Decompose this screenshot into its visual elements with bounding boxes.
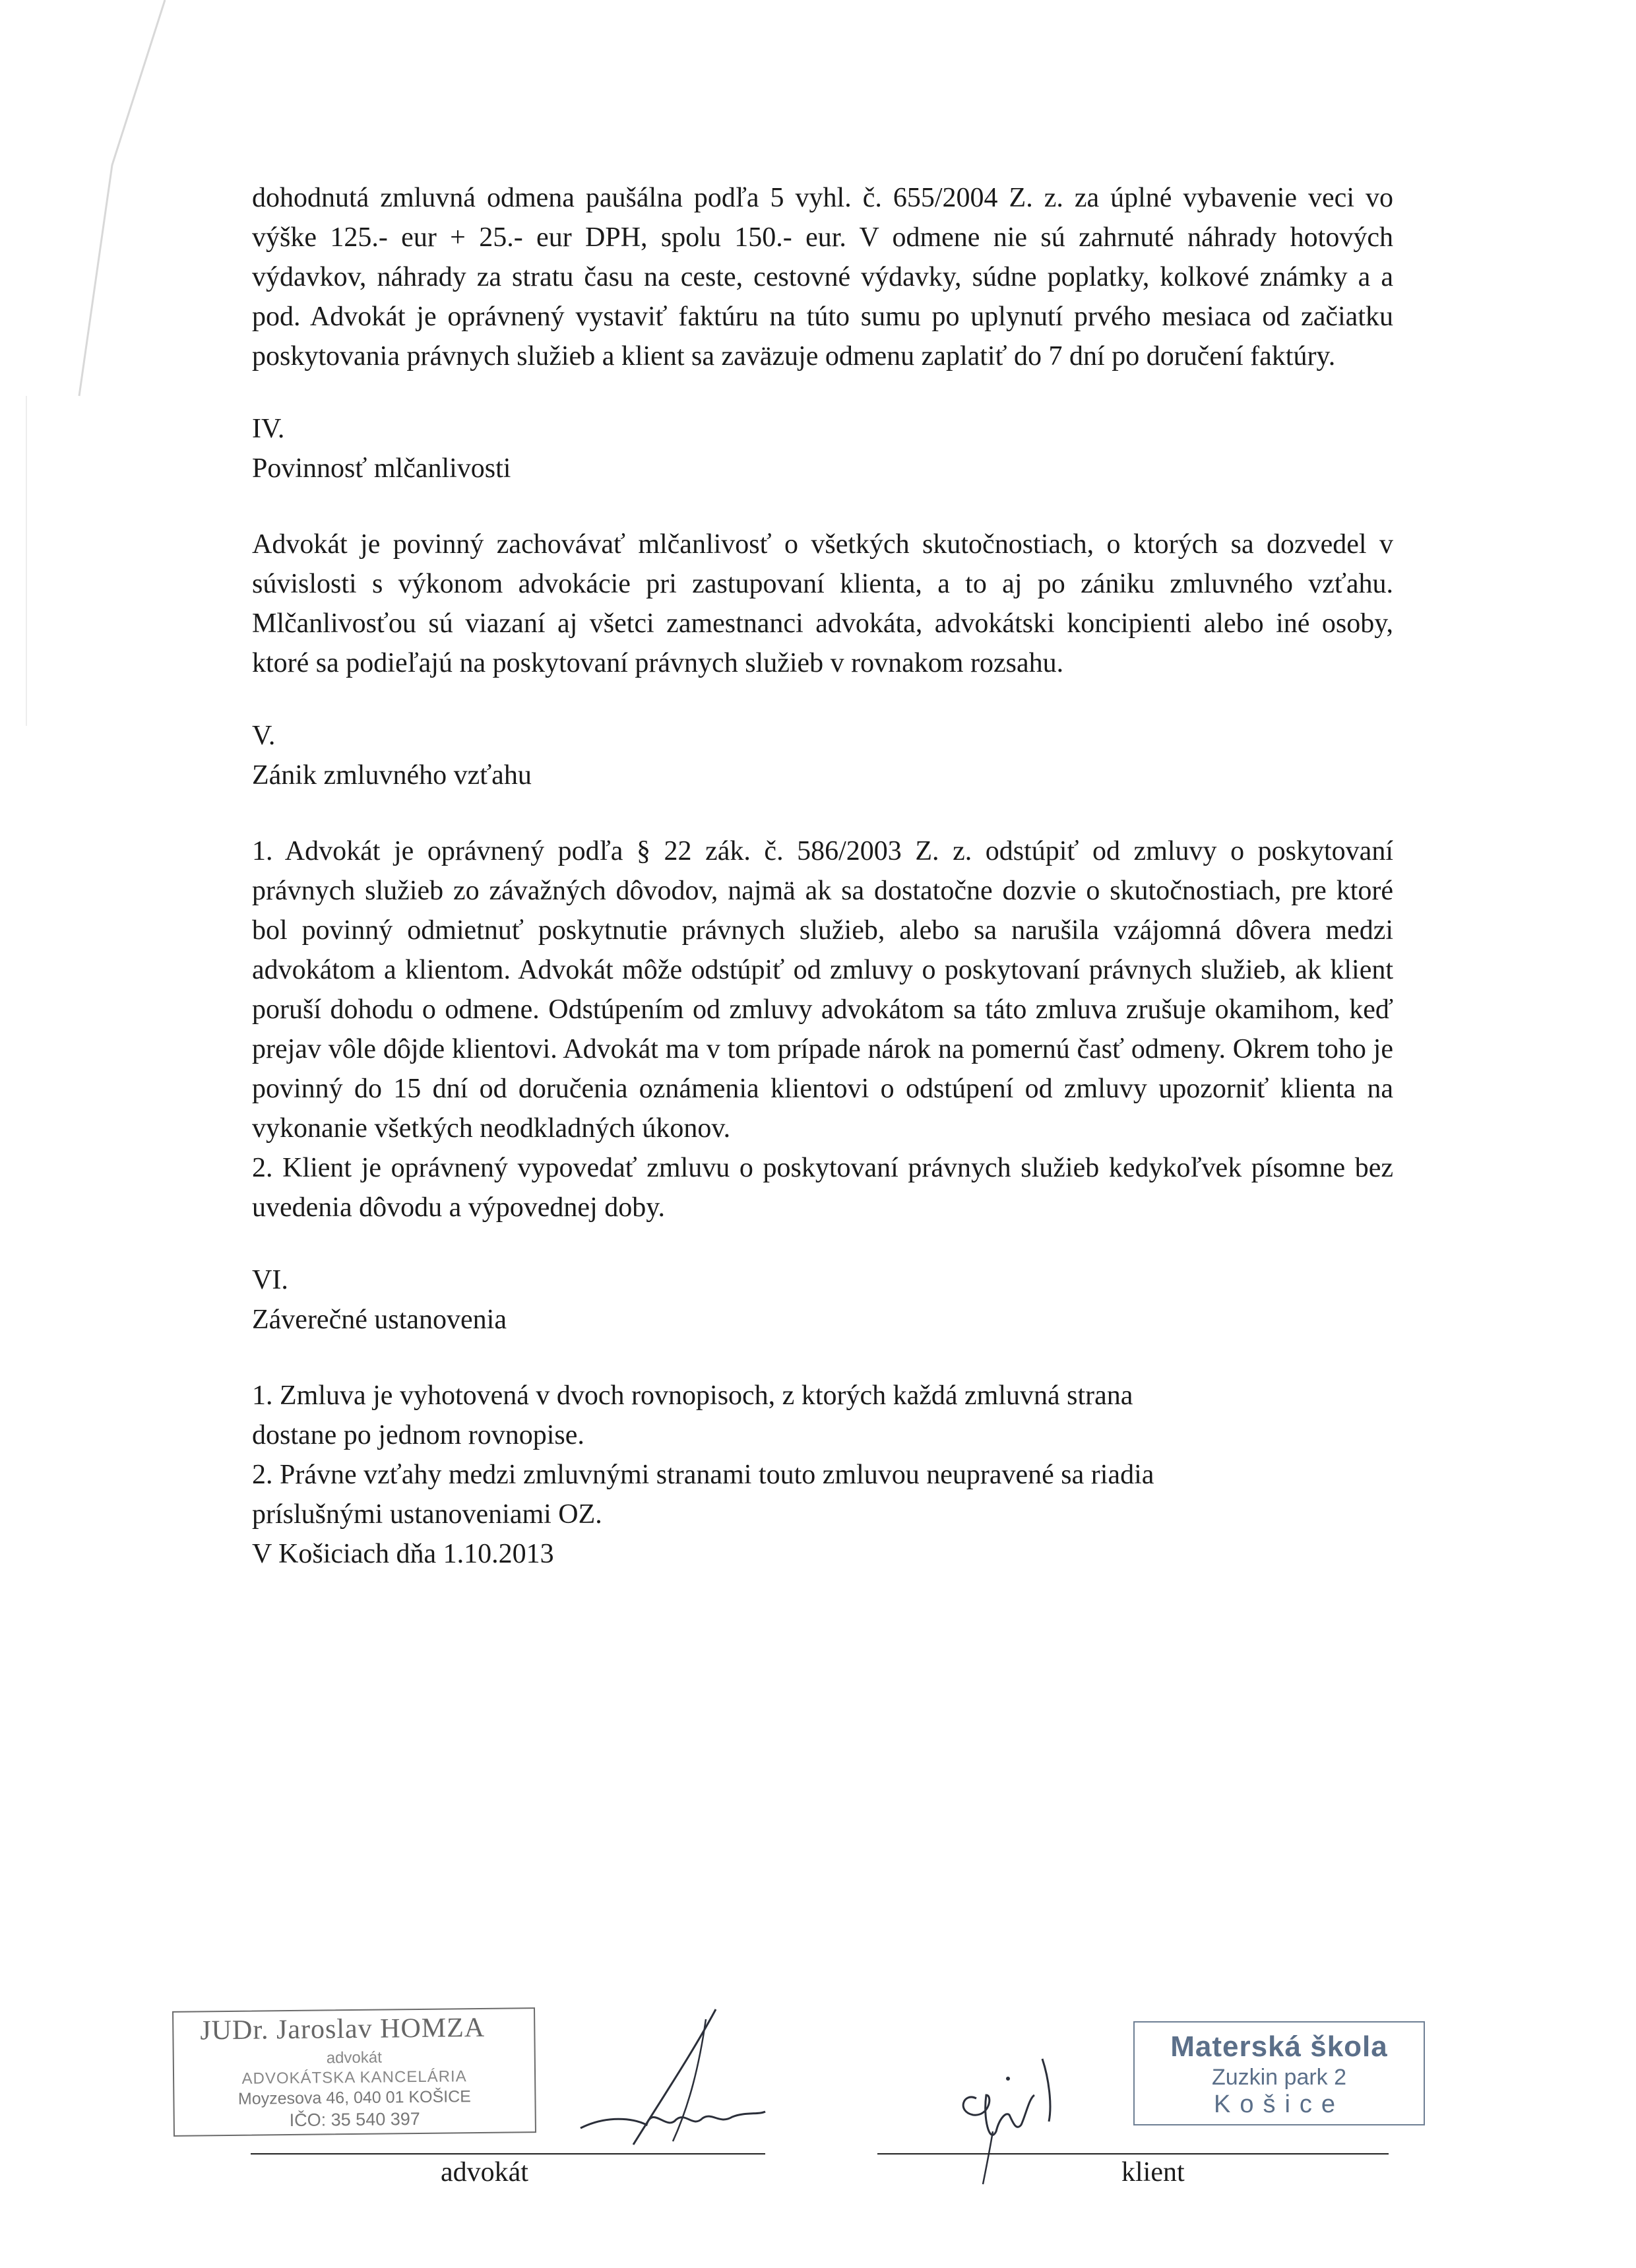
section-vi-item-1-line-1: 1. Zmluva je vyhotovená v dvoch rovnopisoch, z ktorých každá zmluvná strana [252, 1380, 1133, 1411]
client-stamp [1133, 2021, 1425, 2125]
section-v [252, 716, 1393, 1227]
lawyer-stamp [172, 2007, 536, 2137]
place-and-date: V Košiciach dňa 1.10.2013 [252, 1539, 554, 1569]
client-stamp-line-2: Zuzkin park 2 [1211, 2065, 1347, 2090]
section-vi-item-2-line-1: 2. Právne vzťahy medzi zmluvnými stranami touto zmluvou neupravené sa riadia [252, 1460, 1154, 1490]
section-iv-title: Povinnosť mlčanlivosti [252, 453, 511, 484]
section-vi-title: Záverečné ustanovenia [252, 1305, 507, 1335]
client-signature-line [877, 2153, 1389, 2155]
client-stamp-line-3: Košice [1213, 2090, 1345, 2118]
document-body [252, 178, 1393, 1574]
section-vi-number: VI. [252, 1265, 288, 1295]
lawyer-stamp-name: JUDr. Jaroslav HOMZA [200, 2012, 486, 2046]
section-v-item-1: 1. Advokát je oprávnený podľa § 22 zák. č. 586/2003 Z. z. odstúpiť od zmluvy o poskytovaní právnych služieb zo závažných dôvodov, najmä ak sa dostatočne dozvie o skutočnostiach, pre ktoré bol povinný odmietnuť poskytnutie právnych služieb, alebo sa narušila vzájomná dôvera medzi advokátom a klientom. Advokát môže odstúpiť od zmluvy o poskytovaní právnych služieb, ak klient poruší dohodu o odmene. Odstúpením od zmluvy advokátom sa táto zmluva zrušuje okamihom, keď prejav vôle dôjde klientovi. Advokát ma v tom prípade nárok na pomernú časť odmeny. Okrem toho je povinný do 15 dní od doručenia oznámenia klientovi o odstúpení od zmluvy upozorniť klienta na vykonanie všetkých neodkladných úkonov. [252, 836, 1393, 1144]
section-iv-number: IV. [252, 414, 285, 444]
client-signature-label: klient [1121, 2157, 1185, 2187]
section-iv-text: Advokát je povinný zachovávať mlčanlivosť o všetkých skutočnostiach, o ktorých sa dozvedel v súvislosti s výkonom advokácie pri zastupovaní klienta, a to aj po zániku zmluvného vzťahu. Mlčanlivosťou sú viazaní aj všetci zamestnanci advokáta, advokátski koncipienti alebo iné osoby, ktoré sa podieľajú na poskytovaní právnych služieb v rovnakom rozsahu. [252, 529, 1393, 678]
client-signature [950, 2032, 1102, 2191]
intro-paragraph: dohodnutá zmluvná odmena paušálna podľa 5 vyhl. č. 655/2004 Z. z. za úplné vybavenie veci vo výške 125.- eur + 25.- eur DPH, spolu 150.- eur. V odmene nie sú zahrnuté náhrady hotových výdavkov, náhrady za stratu času na ceste, cestovné výdavky, súdne poplatky, kolkové známky a a pod. Advokát je oprávnený vystaviť faktúru na túto sumu po uplynutí prvého mesiaca od začiatku poskytovania právnych služieb a klient sa zaväzuje odmenu zaplatiť do 7 dní po doručení faktúry. [252, 183, 1393, 372]
client-stamp-line-1: Materská škola [1170, 2030, 1388, 2063]
section-vi-item-1-line-2: dostane po jednom rovnopise. [252, 1420, 584, 1450]
lawyer-signature-line [251, 2153, 765, 2155]
lawyer-signature-label: advokát [441, 2157, 528, 2187]
lawyer-stamp-address: Moyzesova 46, 040 01 KOŠICE [237, 2087, 472, 2108]
section-vi [252, 1260, 1393, 1534]
lawyer-stamp-office: ADVOKÁTSKA KANCELÁRIA [241, 2067, 467, 2088]
section-iv [252, 409, 1393, 683]
lawyer-stamp-role: advokát [326, 2048, 382, 2067]
section-vi-item-2-line-2: príslušnými ustanoveniami OZ. [252, 1499, 602, 1530]
section-v-title: Zánik zmluvného vzťahu [252, 760, 532, 791]
lawyer-stamp-ico: IČO: 35 540 397 [289, 2108, 420, 2131]
lawyer-signature [567, 2006, 778, 2151]
section-v-item-2: 2. Klient je oprávnený vypovedať zmluvu o poskytovaní právnych služieb kedykoľvek písomne bez uvedenia dôvodu a výpovednej doby. [252, 1153, 1393, 1223]
section-v-number: V. [252, 721, 276, 751]
